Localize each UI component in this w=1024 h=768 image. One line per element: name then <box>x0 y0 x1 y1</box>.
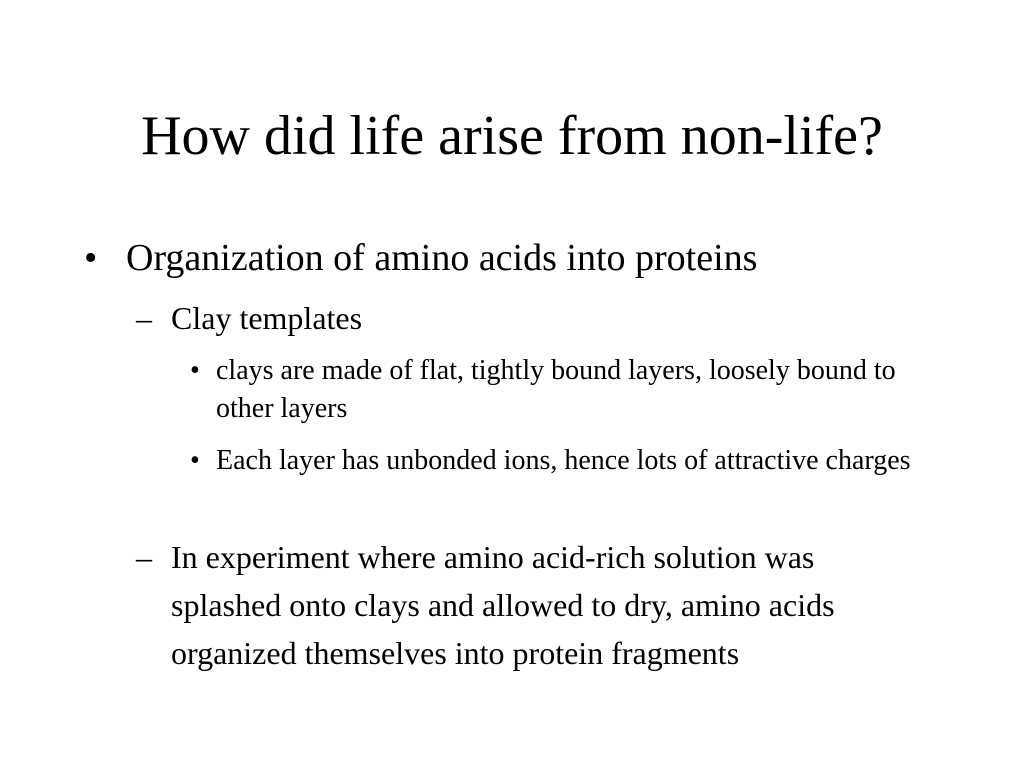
dash-marker: – <box>136 300 152 336</box>
bullet-item-level-2 <box>136 296 936 340</box>
bullet-item-level-3 <box>190 352 920 428</box>
bullet-item-level-3 <box>190 442 920 480</box>
bullet-marker: • <box>84 237 98 279</box>
slide-title: How did life arise from non-life? <box>141 105 883 167</box>
bullet-item-level-1 <box>84 234 984 282</box>
bullet-item-level-2 <box>136 533 926 677</box>
bullet-text: clays are made of flat, tightly bound layers, loosely bound to other layers <box>216 355 896 424</box>
dash-marker: – <box>136 539 152 575</box>
bullet-text: Organization of amino acids into proteins <box>126 237 758 279</box>
bullet-marker: • <box>190 355 200 386</box>
bullet-text: Each layer has unbonded ions, hence lots of attractive charges <box>216 445 911 476</box>
bullet-marker: • <box>190 445 200 476</box>
bullet-text: Clay templates <box>171 300 363 336</box>
bullet-text: In experiment where amino acid-rich solution was splashed onto clays and allowed to dry, amino acids organized themselves into protein fragments <box>171 539 835 671</box>
